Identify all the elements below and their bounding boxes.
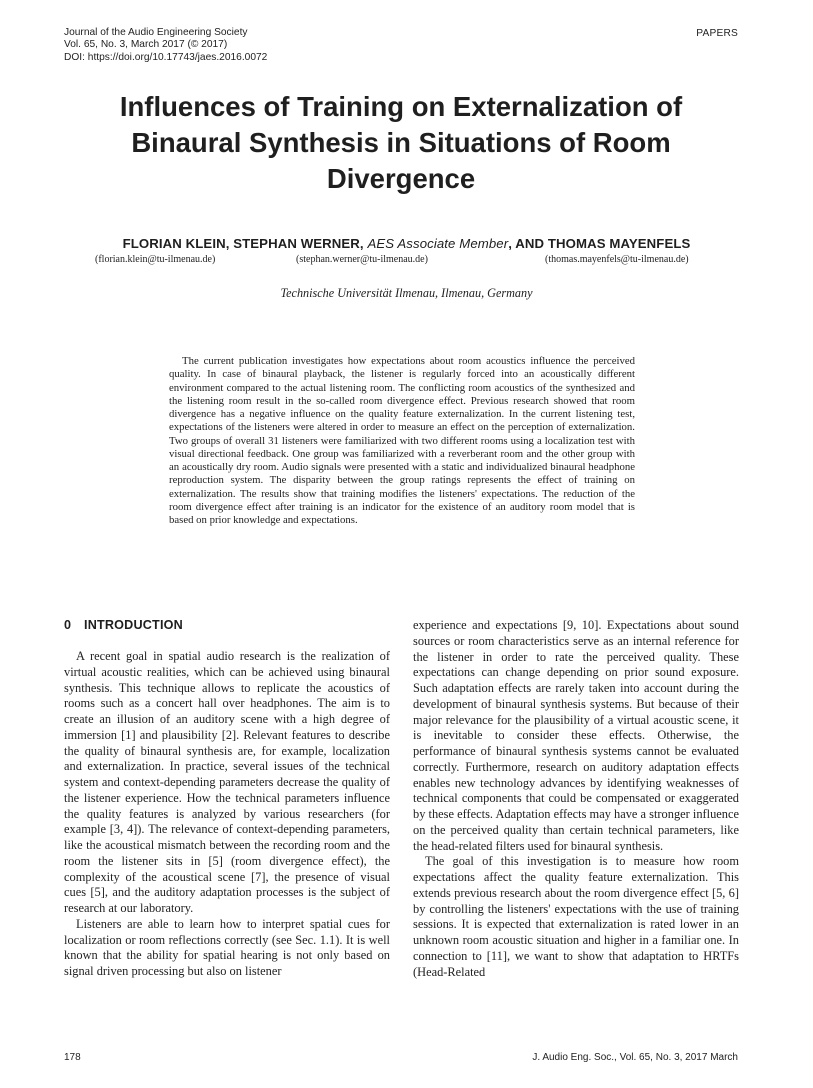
section-tag: PAPERS [696,28,738,39]
author-names: FLORIAN KLEIN, STEPHAN WERNER, [122,236,368,251]
journal-name: Journal of the Audio Engineering Society [64,27,248,38]
affiliation: Technische Universität Ilmenau, Ilmenau, Germany [280,286,533,300]
left-column [64,614,390,980]
body-paragraph: experience and expectations [9, 10]. Expectations about sound sources or room characteristics serve as an internal reference for the listener in order to rate the perceived quality. These expectations can change depending on prior sound exposure. Such adaptation effects are rarely taken into account during the development of binaural synthesis systems. But because of their major relevance for the plausibility of a virtual acoustic scene, it is inevitable to consider these effects. Otherwise, the performance of binaural synthesis systems cannot be evaluated correctly. Furthermore, research on auditory adaptation effects enables new technology advances by identifying weaknesses of technical components that could be compensated or exaggerated by these effects. Adaptation effects may have a stronger influence on the perceived quality than certain technical parameters, like the head-related filters used for binaural synthesis. [413,618,739,853]
page-number: 178 [64,1052,81,1063]
journal-header [64,27,267,64]
abstract: The current publication investigates how expectations about room acoustics influence the perceived quality. In case of binaural playback, the listener is regularly forced into an acoustically different environment compared to the actual listening room. The conflicting room acoustics of the synthesized and the listening room result in the so-called room divergence effect. Previous research showed that room divergence has a negative influence on the quality feature externalization. In the current listening test, expectations of the listeners were altered in order to measure an effect on the perception of externalization. Two groups of overall 31 listeners were familiarized with two different rooms using a localization test with visual directional feedback. One group was familiarized with a reverberant room and the other group with an acoustically dry room. Audio signals were presented with a static and individualized binaural headphone reproduction system. The disparity between the group ratings represents the effect of training on externalization. The results show that training modifies the listeners' expectations. The reduction of the room divergence effect after training is an indicator for the existence of an auditory room model that is based on prior knowledge and expectations. [169,355,635,526]
author-membership: AES Associate Member [367,236,509,251]
running-footer: J. Audio Eng. Soc., Vol. 65, No. 3, 2017 March [532,1052,738,1063]
author-email: (thomas.mayenfels@tu-ilmenau.de) [545,254,689,265]
title-line: Binaural Synthesis in Situations of Room [131,127,671,158]
body-paragraph: Listeners are able to learn how to interpret spatial cues for localization or room reflections correctly (see Sec. 1.1). It is well known that the ability for spatial hearing is not only based on signal driven processing but also on listener [64,916,390,978]
doi-link[interactable]: DOI: https://doi.org/10.17743/jaes.2016.0072 [64,51,268,63]
author-email: (florian.klein@tu-ilmenau.de) [95,254,216,265]
section-heading [64,614,390,633]
paper-title [80,89,722,197]
author-email: (stephan.werner@tu-ilmenau.de) [296,254,428,265]
body-paragraph: The goal of this investigation is to measure how room expectations affect the quality feature externalization. This extends previous research about the room divergence effect [5, 6] by controlling the listeners' expectations with the use of training sessions. It is expected that externalization is rated lower in an unknown room acoustic situation and higher in a familiar one. In connection to [11], we want to show that adaptation to HRTFs (Head-Related [413,854,739,979]
body-paragraph: A recent goal in spatial audio research is the realization of virtual acoustic realities, which can be achieved using binaural synthesis. This technique allows to replicate the acoustics of rooms such as a concert hall over headphones. The aim is to create an illusion of an auditory scene with a high degree of immersion [1] and plausibility [2]. Relevant features to describe the quality of binaural synthesis are, for example, localization and externalization. In practice, several issues of the technical system and context-depending parameters decrease the quality of the listener experience. How the technical parameters influence the quality features is analyzed by various researchers (for example [3, 4]). The relevance of context-depending parameters, like the acoustical mismatch between the recording room and the room the listener sits in [5] (room divergence effect), the complexity of the acoustical scene [7], the presence of visual cues [5], and the auditory adaptation processes is the subject of research at our laboratory. [64,649,390,915]
volume-line: Vol. 65, No. 3, March 2017 (© 2017) [64,39,228,51]
author-names-tail: , AND THOMAS MAYENFELS [508,236,691,251]
title-line: Influences of Training on Externalization of [119,91,683,122]
section-number: 0 [64,618,72,632]
right-column [413,618,739,980]
section-title: INTRODUCTION [84,618,183,632]
author-line [0,236,813,251]
title-line: Divergence [326,163,476,194]
